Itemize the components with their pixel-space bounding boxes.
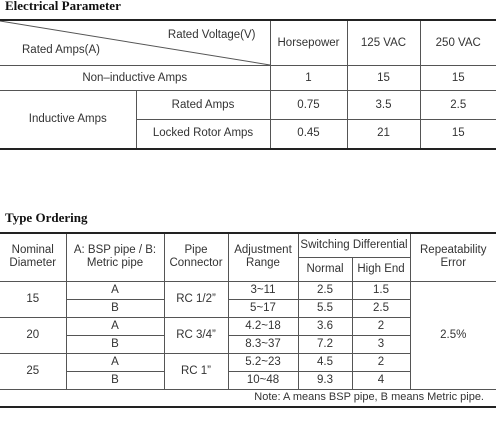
note-row bbox=[0, 389, 496, 407]
normal-cell: 9.3 bbox=[298, 371, 352, 389]
column-header-horsepower: Horsepower bbox=[270, 20, 347, 66]
range-cell: 3~11 bbox=[228, 281, 298, 299]
value-cell: 15 bbox=[420, 120, 496, 149]
pipe-connector-header: Pipe Connector bbox=[164, 233, 228, 281]
range-cell: 5~17 bbox=[228, 299, 298, 317]
header-row bbox=[0, 20, 496, 66]
type-cell: A bbox=[66, 281, 164, 299]
high-end-cell: 2 bbox=[352, 317, 410, 335]
range-cell: 8.3~37 bbox=[228, 335, 298, 353]
range-cell: 5.2~23 bbox=[228, 353, 298, 371]
electrical-parameter-heading: Electrical Parameter bbox=[5, 0, 121, 13]
value-cell: 1 bbox=[270, 66, 347, 91]
column-header-125vac: 125 VAC bbox=[347, 20, 420, 66]
value-cell: 21 bbox=[347, 120, 420, 149]
high-end-cell: 2 bbox=[352, 353, 410, 371]
normal-cell: 5.5 bbox=[298, 299, 352, 317]
nominal-diameter-header: Nominal Diameter bbox=[0, 233, 66, 281]
normal-cell: 3.6 bbox=[298, 317, 352, 335]
value-cell: 15 bbox=[420, 66, 496, 91]
high-end-cell: 4 bbox=[352, 371, 410, 389]
value-cell: 0.45 bbox=[270, 120, 347, 149]
table-row bbox=[0, 281, 496, 299]
type-ordering-heading: Type Ordering bbox=[5, 210, 88, 225]
header-row-1 bbox=[0, 233, 496, 257]
footnote: Note: A means BSP pipe, B means Metric pipe. bbox=[0, 389, 496, 407]
column-header-250vac: 250 VAC bbox=[420, 20, 496, 66]
diameter-cell: 25 bbox=[0, 353, 66, 389]
high-end-cell: 1.5 bbox=[352, 281, 410, 299]
normal-header: Normal bbox=[298, 257, 352, 281]
non-inductive-row bbox=[0, 66, 496, 91]
rated-amps-row bbox=[0, 91, 496, 120]
adjustment-range-header: Adjustment Range bbox=[228, 233, 298, 281]
inductive-amps-label: Inductive Amps bbox=[0, 91, 136, 149]
rated-voltage-label: Rated Voltage(V) bbox=[167, 29, 256, 41]
normal-cell: 2.5 bbox=[298, 281, 352, 299]
high-end-cell: 2.5 bbox=[352, 299, 410, 317]
switching-differential-header: Switching Differential bbox=[298, 233, 410, 257]
type-cell: A bbox=[66, 317, 164, 335]
diameter-cell: 15 bbox=[0, 281, 66, 317]
repeatability-error-header: Repeatability Error bbox=[410, 233, 496, 281]
value-cell: 2.5 bbox=[420, 91, 496, 120]
non-inductive-label: Non–inductive Amps bbox=[0, 66, 270, 91]
high-end-header: High End bbox=[352, 257, 410, 281]
pipe-type-header: A: BSP pipe / B: Metric pipe bbox=[66, 233, 164, 281]
rated-amps-label-cell: Rated Amps bbox=[136, 91, 270, 120]
value-cell: 15 bbox=[347, 66, 420, 91]
connector-cell: RC 1/2” bbox=[164, 281, 228, 317]
value-cell: 0.75 bbox=[270, 91, 347, 120]
normal-cell: 7.2 bbox=[298, 335, 352, 353]
type-cell: B bbox=[66, 299, 164, 317]
diagonal-divider bbox=[0, 21, 270, 65]
value-cell: 3.5 bbox=[347, 91, 420, 120]
type-cell: B bbox=[66, 335, 164, 353]
connector-cell: RC 1” bbox=[164, 353, 228, 389]
high-end-cell: 3 bbox=[352, 335, 410, 353]
rated-amps-label: Rated Amps(A) bbox=[22, 44, 100, 56]
type-ordering-table bbox=[0, 232, 496, 408]
electrical-parameter-grid bbox=[0, 19, 496, 150]
connector-cell: RC 3/4” bbox=[164, 317, 228, 353]
type-cell: A bbox=[66, 353, 164, 371]
repeatability-value-cell: 2.5% bbox=[410, 281, 496, 389]
range-cell: 10~48 bbox=[228, 371, 298, 389]
diagonal-header-cell bbox=[0, 20, 270, 66]
locked-rotor-label-cell: Locked Rotor Amps bbox=[136, 120, 270, 149]
normal-cell: 4.5 bbox=[298, 353, 352, 371]
diameter-cell: 20 bbox=[0, 317, 66, 353]
type-cell: B bbox=[66, 371, 164, 389]
range-cell: 4.2~18 bbox=[228, 317, 298, 335]
